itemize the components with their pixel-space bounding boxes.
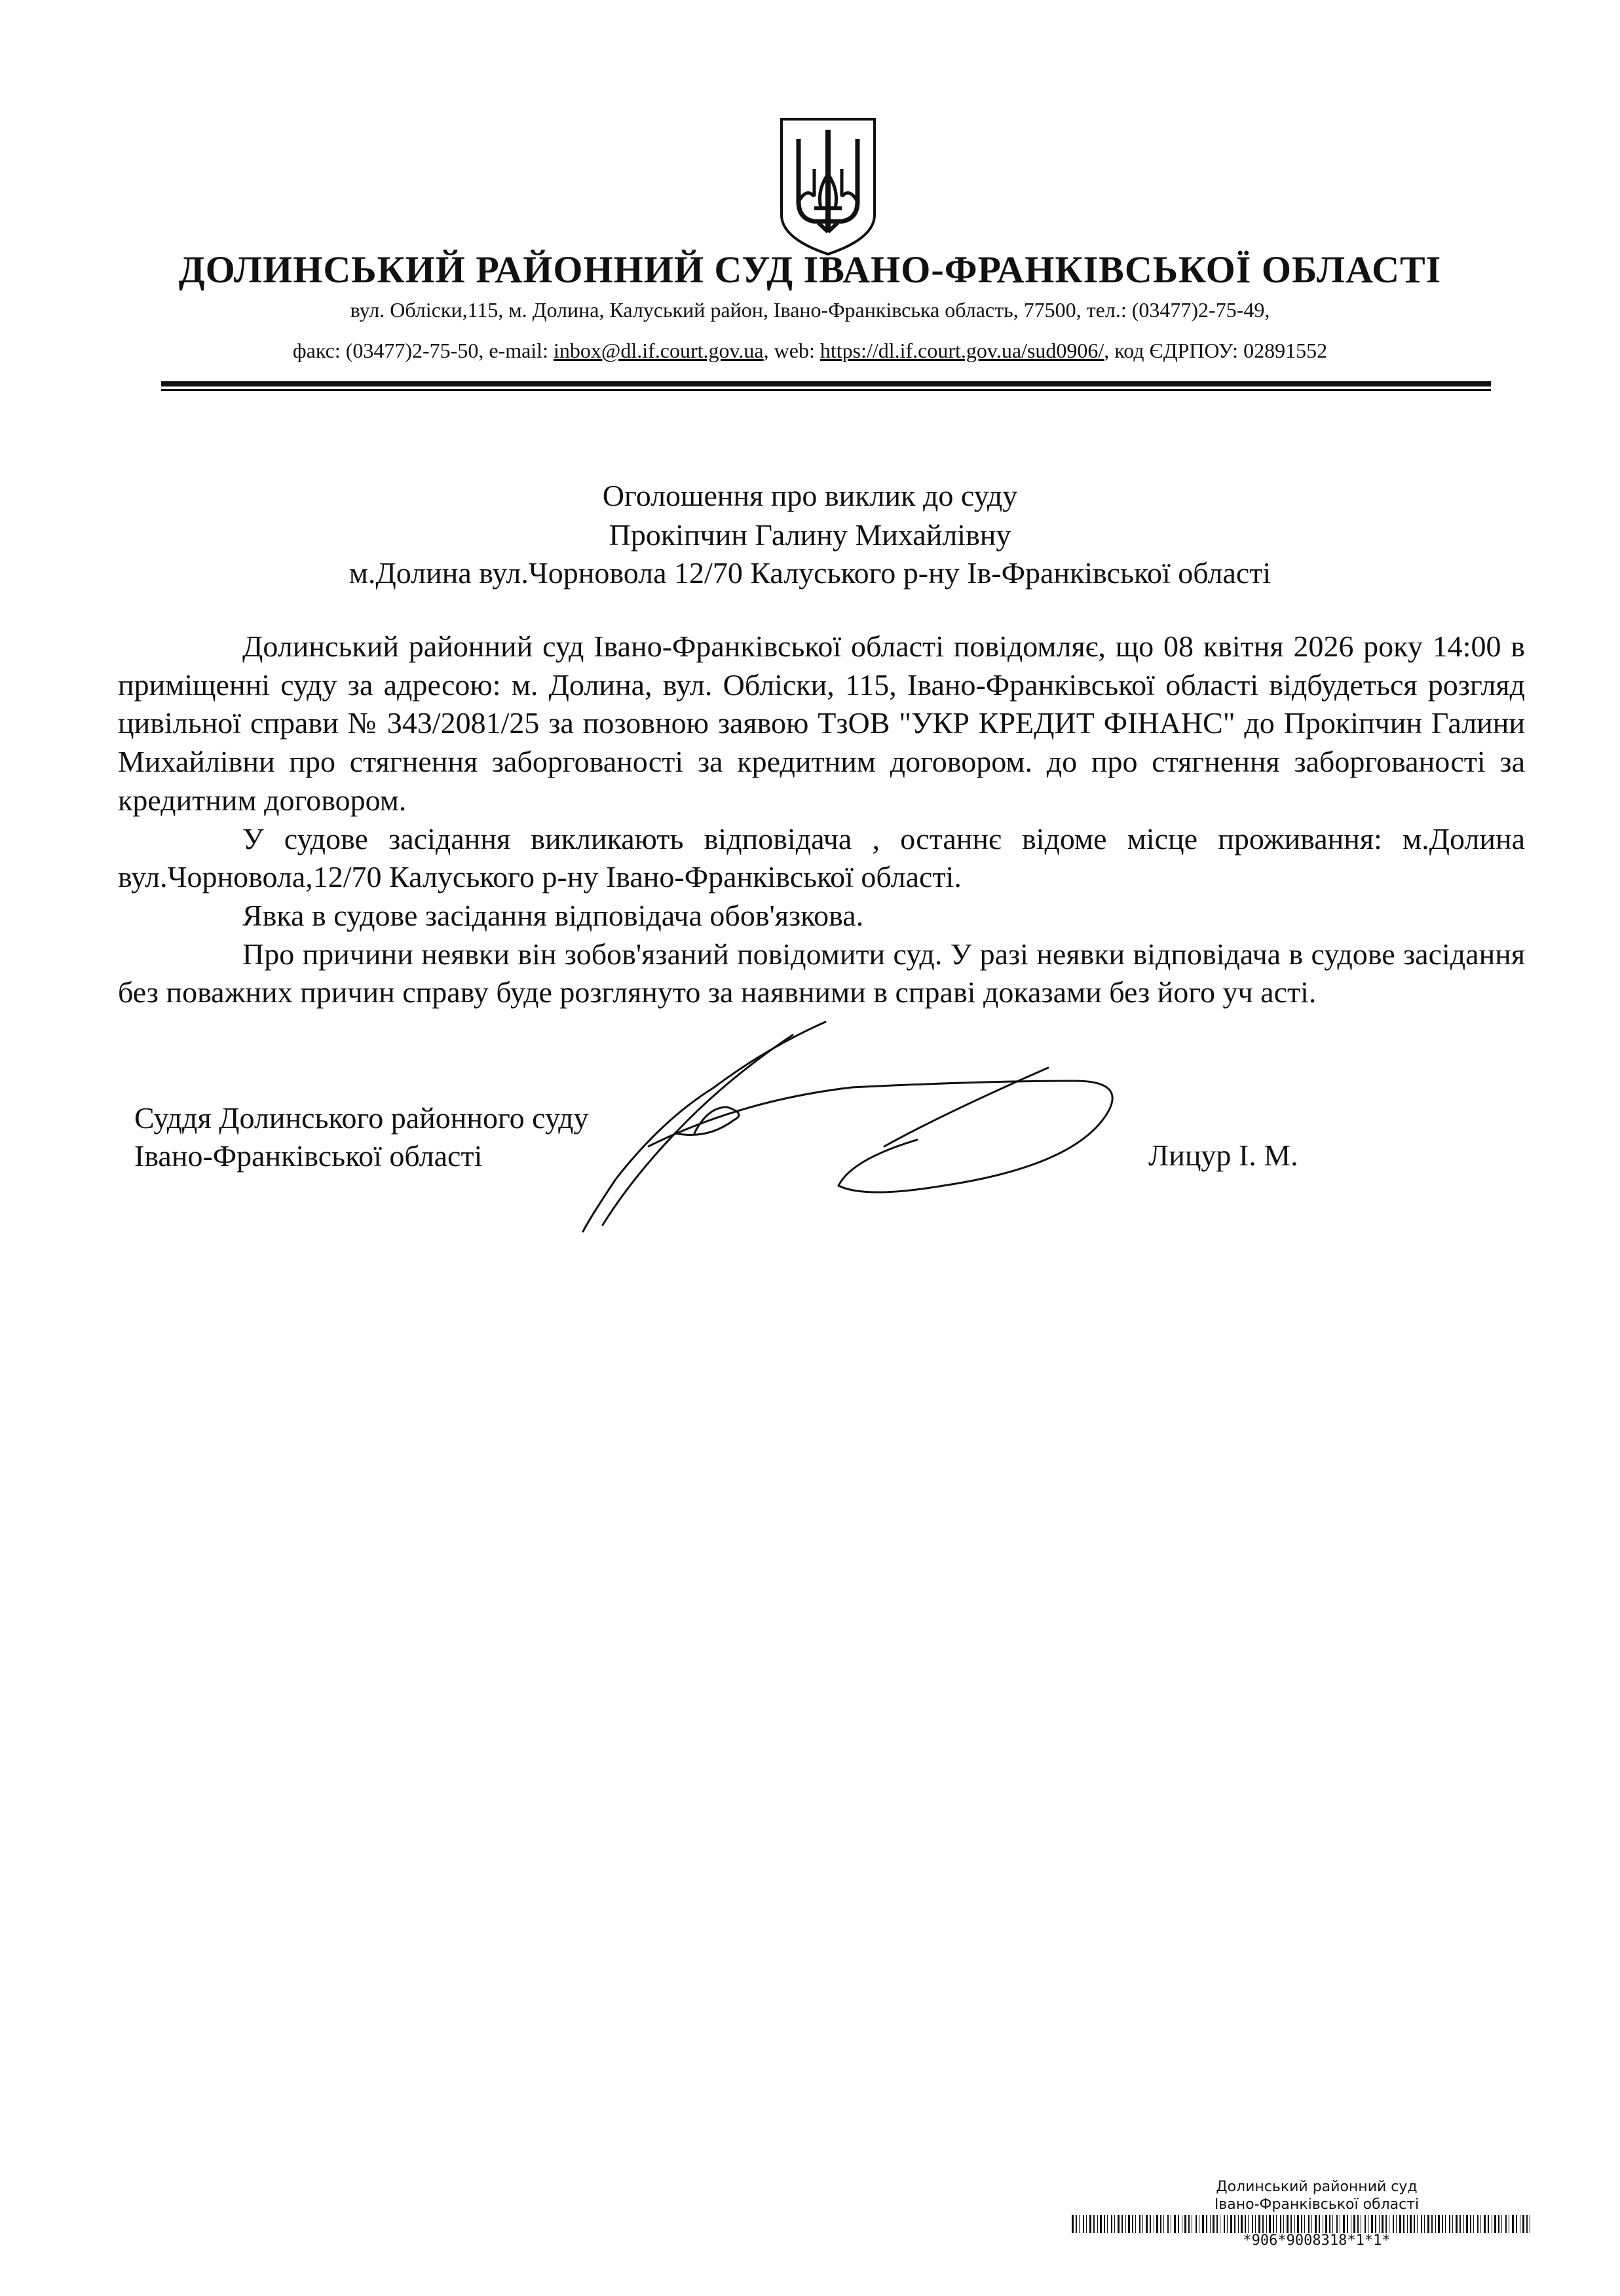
court-name: ДОЛИНСЬКИЙ РАЙОННИЙ СУД ІВАНО-ФРАНКІВСЬКОЇ ОБЛАСТІ [178,248,1442,291]
paragraph-hearing: Долинський районний суд Івано-Франківської області повідомляє, що 08 квітня 2026 року 14:00 в приміщенні суду за адресою: м. Долина, вул. Обліски, 115, Івано-Франківської області відбудеться розгляд цивільної справи № 343/2081/25 за позовною заявою ТзОВ "УКР КРЕДИТ ФІНАНС" до Прокіпчин Галини Михайлівни про стягнення заборгованості за кредитним договором. до про стягнення заборгованості за кредитним договором. [118,630,1525,817]
email-link[interactable]: inbox@dl.if.court.gov.ua [553,339,764,362]
handwritten-signature [576,1009,1232,1245]
judge-position-line1: Суддя Долинського районного суду [134,1101,589,1135]
paragraph-absence: Про причини неявки він зобов'язаний повідомити суд. У разі неявки відповідача в судове засідання без поважних причин справу буде розглянуто за наявними в справі доказами без його уч асті. [118,937,1525,1009]
notice-addressee: Прокіпчин Галину Михайлівну [609,518,1011,552]
judge-position-line2: Івано-Франківської області [134,1139,483,1173]
court-contacts [92,339,1528,363]
coat-of-arms-icon [778,117,878,257]
judge-name: Лицур І. М. [1148,1139,1298,1172]
barcode-number: *906*9008318*1*1* [1243,2232,1391,2249]
header-divider-thin [161,389,1491,391]
notice-title: Оголошення про виклик до суду [602,479,1018,512]
court-address: вул. Обліски,115, м. Долина, Калуський район, Івано-Франківська область, 77500, тел.: (03477)2-75-49, [350,298,1270,322]
web-label: , web: [763,339,820,362]
website-link[interactable]: https://dl.if.court.gov.ua/sud0906/ [819,339,1104,362]
fax-label: факс: (03477)2-75-50, e-mail: [292,339,554,362]
registry-stamp-line2: Івано-Франківської області [1214,2196,1420,2213]
paragraph-attendance: Явка в судове засідання відповідача обов'язкова. [242,898,864,932]
barcode-icon [1072,2215,1530,2233]
header-divider-thick [161,381,1491,386]
paragraph-defendant: У судове засідання викликають відповідача , останнє відоме місце проживання: м.Долина вул.Чорновола,12/70 Калуського р-ну Івано-Франківської області. [118,821,1525,894]
judge-position [134,1099,589,1175]
notice-address: м.Долина вул.Чорновола 12/70 Калуського р-ну Ів-Франківської області [348,556,1272,590]
notice-body [118,628,1525,1012]
registry-stamp-line1: Долинський районний суд [1216,2179,1418,2195]
edrpou-code: , код ЄДРПОУ: 02891552 [1104,339,1328,362]
